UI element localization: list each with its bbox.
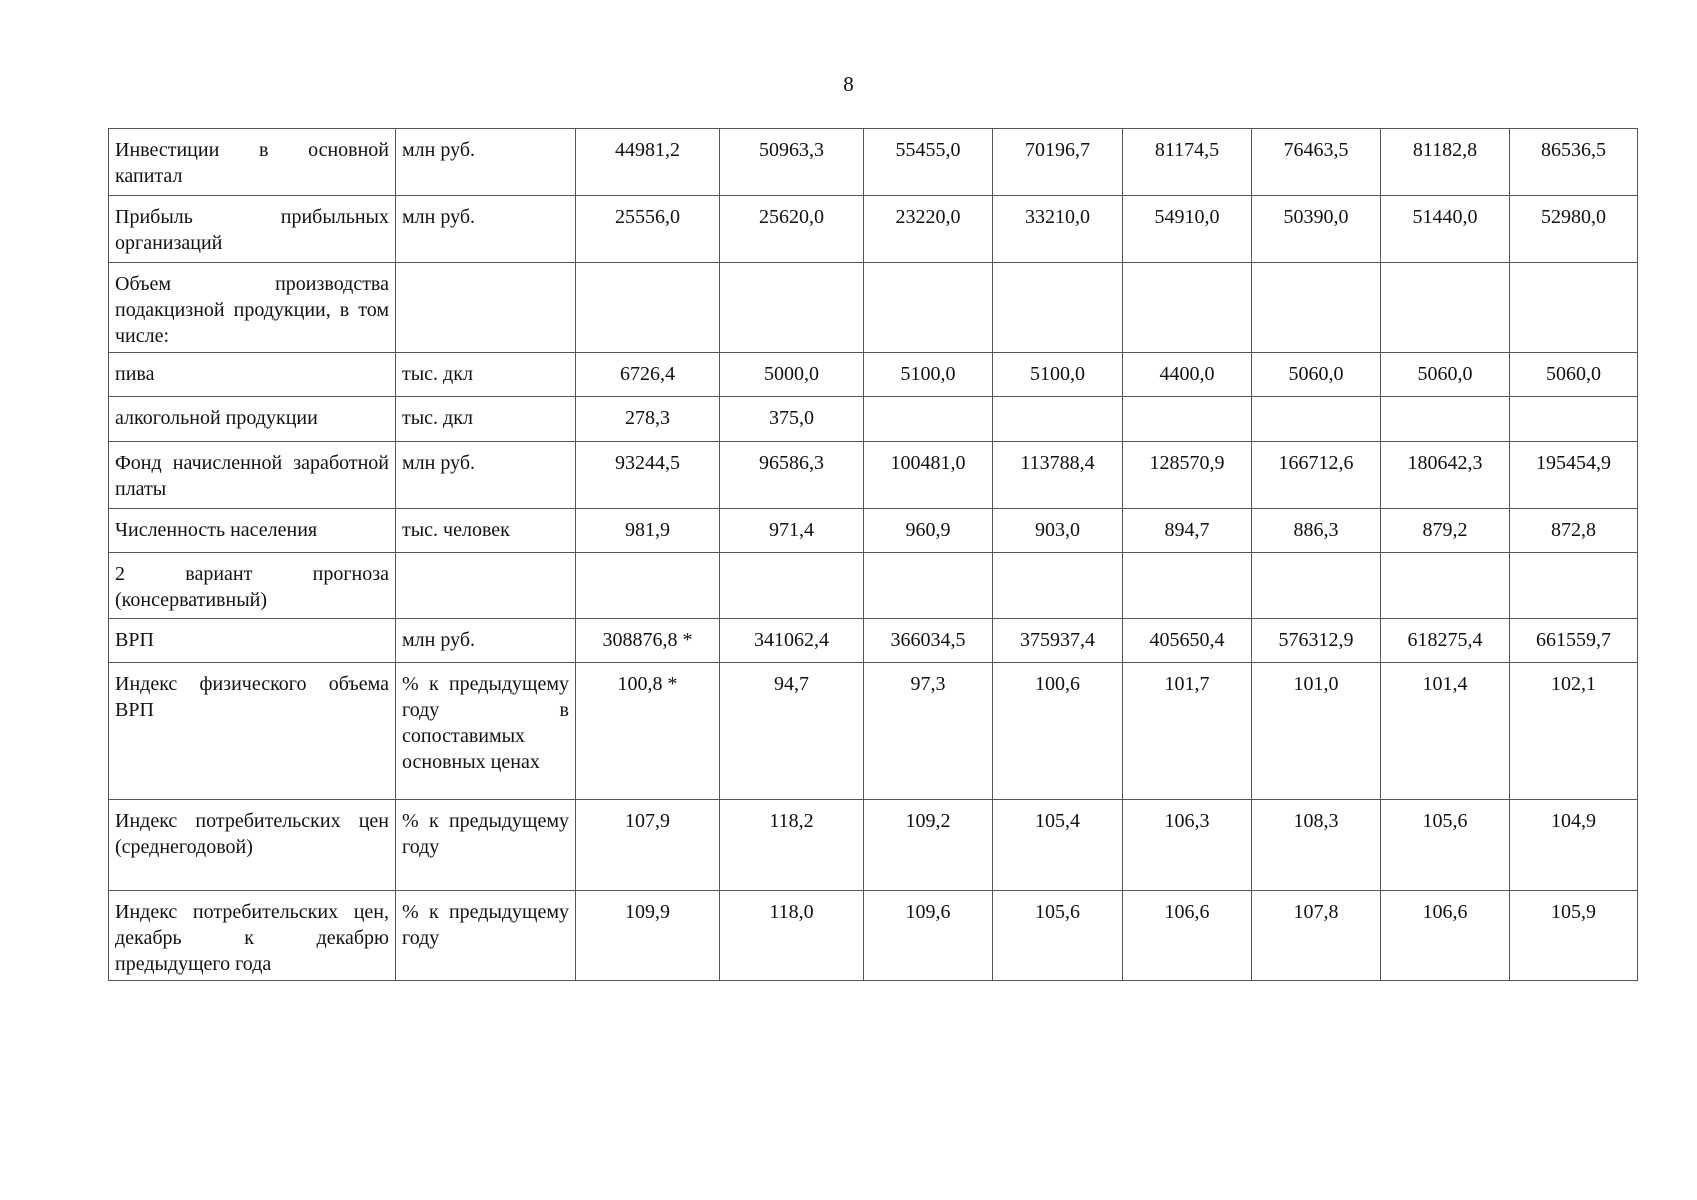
value-cell: 109,9 bbox=[576, 891, 720, 981]
unit-cell bbox=[396, 553, 576, 619]
value-cell: 366034,5 bbox=[864, 619, 993, 663]
value-cell: 971,4 bbox=[720, 509, 864, 553]
value-cell: 70196,7 bbox=[993, 129, 1123, 196]
value-cell: 105,6 bbox=[993, 891, 1123, 981]
value-cell: 52980,0 bbox=[1510, 196, 1638, 263]
value-cell: 44981,2 bbox=[576, 129, 720, 196]
value-cell: 375,0 bbox=[720, 397, 864, 442]
value-cell: 81182,8 bbox=[1381, 129, 1510, 196]
table-row bbox=[109, 442, 1638, 509]
indicator-name-cell: Индекс физического объема ВРП bbox=[109, 663, 396, 800]
value-cell bbox=[576, 553, 720, 619]
value-cell: 5060,0 bbox=[1252, 353, 1381, 397]
value-cell bbox=[1510, 553, 1638, 619]
unit-cell: % к предыдущему году в сопоставимых основных ценах bbox=[396, 663, 576, 800]
value-cell bbox=[720, 263, 864, 353]
value-cell bbox=[1381, 553, 1510, 619]
table-row bbox=[109, 353, 1638, 397]
unit-cell: млн руб. bbox=[396, 442, 576, 509]
value-cell: 341062,4 bbox=[720, 619, 864, 663]
value-cell: 886,3 bbox=[1252, 509, 1381, 553]
value-cell: 101,0 bbox=[1252, 663, 1381, 800]
table-row bbox=[109, 553, 1638, 619]
indicator-name-cell: Прибыль прибыльных организаций bbox=[109, 196, 396, 263]
value-cell bbox=[1252, 263, 1381, 353]
value-cell bbox=[1510, 397, 1638, 442]
value-cell: 25620,0 bbox=[720, 196, 864, 263]
indicator-name-cell: алкогольной продукции bbox=[109, 397, 396, 442]
value-cell: 102,1 bbox=[1510, 663, 1638, 800]
value-cell bbox=[1381, 263, 1510, 353]
value-cell: 405650,4 bbox=[1123, 619, 1252, 663]
unit-cell: млн руб. bbox=[396, 196, 576, 263]
value-cell bbox=[864, 553, 993, 619]
value-cell: 107,8 bbox=[1252, 891, 1381, 981]
unit-cell: тыс. человек bbox=[396, 509, 576, 553]
value-cell: 576312,9 bbox=[1252, 619, 1381, 663]
table-row bbox=[109, 663, 1638, 800]
table-row bbox=[109, 397, 1638, 442]
table-row bbox=[109, 263, 1638, 353]
unit-cell: % к предыдущему году bbox=[396, 891, 576, 981]
value-cell: 25556,0 bbox=[576, 196, 720, 263]
value-cell: 118,2 bbox=[720, 800, 864, 891]
value-cell: 128570,9 bbox=[1123, 442, 1252, 509]
value-cell bbox=[720, 553, 864, 619]
value-cell: 661559,7 bbox=[1510, 619, 1638, 663]
value-cell: 903,0 bbox=[993, 509, 1123, 553]
indicator-name-cell: Индекс потребительских цен (среднегодовой) bbox=[109, 800, 396, 891]
unit-cell: % к предыдущему году bbox=[396, 800, 576, 891]
indicator-name-cell: Инвестиции в основной капитал bbox=[109, 129, 396, 196]
value-cell: 105,9 bbox=[1510, 891, 1638, 981]
value-cell: 879,2 bbox=[1381, 509, 1510, 553]
unit-cell: млн руб. bbox=[396, 619, 576, 663]
value-cell: 106,3 bbox=[1123, 800, 1252, 891]
value-cell: 50963,3 bbox=[720, 129, 864, 196]
value-cell bbox=[1252, 397, 1381, 442]
value-cell bbox=[864, 263, 993, 353]
value-cell: 5060,0 bbox=[1381, 353, 1510, 397]
value-cell: 180642,3 bbox=[1381, 442, 1510, 509]
value-cell: 97,3 bbox=[864, 663, 993, 800]
value-cell: 107,9 bbox=[576, 800, 720, 891]
value-cell: 23220,0 bbox=[864, 196, 993, 263]
value-cell: 278,3 bbox=[576, 397, 720, 442]
page-number: 8 bbox=[843, 72, 854, 96]
table-row bbox=[109, 509, 1638, 553]
value-cell: 101,4 bbox=[1381, 663, 1510, 800]
value-cell: 981,9 bbox=[576, 509, 720, 553]
indicator-name-cell: пива bbox=[109, 353, 396, 397]
indicator-name-cell: Индекс потребительских цен, декабрь к декабрю предыдущего года bbox=[109, 891, 396, 981]
value-cell: 109,6 bbox=[864, 891, 993, 981]
value-cell: 960,9 bbox=[864, 509, 993, 553]
value-cell bbox=[1123, 553, 1252, 619]
value-cell: 54910,0 bbox=[1123, 196, 1252, 263]
value-cell: 5000,0 bbox=[720, 353, 864, 397]
value-cell: 101,7 bbox=[1123, 663, 1252, 800]
value-cell bbox=[1510, 263, 1638, 353]
value-cell: 113788,4 bbox=[993, 442, 1123, 509]
value-cell: 894,7 bbox=[1123, 509, 1252, 553]
value-cell: 872,8 bbox=[1510, 509, 1638, 553]
value-cell: 6726,4 bbox=[576, 353, 720, 397]
value-cell: 76463,5 bbox=[1252, 129, 1381, 196]
value-cell: 94,7 bbox=[720, 663, 864, 800]
table-row bbox=[109, 619, 1638, 663]
value-cell: 105,4 bbox=[993, 800, 1123, 891]
value-cell bbox=[993, 397, 1123, 442]
forecast-table bbox=[108, 128, 1638, 981]
indicator-name-cell: Объем производства подакцизной продукции, в том числе: bbox=[109, 263, 396, 353]
value-cell: 100,6 bbox=[993, 663, 1123, 800]
indicator-name-cell: 2 вариант прогноза (консервативный) bbox=[109, 553, 396, 619]
value-cell: 5100,0 bbox=[864, 353, 993, 397]
value-cell bbox=[993, 263, 1123, 353]
value-cell: 33210,0 bbox=[993, 196, 1123, 263]
value-cell bbox=[864, 397, 993, 442]
value-cell bbox=[993, 553, 1123, 619]
value-cell: 50390,0 bbox=[1252, 196, 1381, 263]
value-cell: 106,6 bbox=[1123, 891, 1252, 981]
value-cell: 55455,0 bbox=[864, 129, 993, 196]
table-row bbox=[109, 891, 1638, 981]
table-row bbox=[109, 800, 1638, 891]
value-cell bbox=[1252, 553, 1381, 619]
value-cell: 308876,8 * bbox=[576, 619, 720, 663]
unit-cell: тыс. дкл bbox=[396, 353, 576, 397]
value-cell: 86536,5 bbox=[1510, 129, 1638, 196]
value-cell bbox=[576, 263, 720, 353]
value-cell: 4400,0 bbox=[1123, 353, 1252, 397]
unit-cell: млн руб. bbox=[396, 129, 576, 196]
value-cell: 5060,0 bbox=[1510, 353, 1638, 397]
value-cell: 166712,6 bbox=[1252, 442, 1381, 509]
value-cell bbox=[1381, 397, 1510, 442]
value-cell: 108,3 bbox=[1252, 800, 1381, 891]
value-cell: 118,0 bbox=[720, 891, 864, 981]
value-cell: 618275,4 bbox=[1381, 619, 1510, 663]
value-cell: 100481,0 bbox=[864, 442, 993, 509]
value-cell bbox=[1123, 263, 1252, 353]
unit-cell bbox=[396, 263, 576, 353]
value-cell: 81174,5 bbox=[1123, 129, 1252, 196]
value-cell: 5100,0 bbox=[993, 353, 1123, 397]
value-cell bbox=[1123, 397, 1252, 442]
indicator-name-cell: ВРП bbox=[109, 619, 396, 663]
value-cell: 106,6 bbox=[1381, 891, 1510, 981]
value-cell: 96586,3 bbox=[720, 442, 864, 509]
table-row bbox=[109, 196, 1638, 263]
table-body bbox=[109, 129, 1638, 981]
value-cell: 51440,0 bbox=[1381, 196, 1510, 263]
value-cell: 109,2 bbox=[864, 800, 993, 891]
value-cell: 105,6 bbox=[1381, 800, 1510, 891]
value-cell: 93244,5 bbox=[576, 442, 720, 509]
value-cell: 104,9 bbox=[1510, 800, 1638, 891]
indicator-name-cell: Фонд начисленной заработной платы bbox=[109, 442, 396, 509]
value-cell: 100,8 * bbox=[576, 663, 720, 800]
table-row bbox=[109, 129, 1638, 196]
value-cell: 195454,9 bbox=[1510, 442, 1638, 509]
unit-cell: тыс. дкл bbox=[396, 397, 576, 442]
value-cell: 375937,4 bbox=[993, 619, 1123, 663]
indicator-name-cell: Численность населения bbox=[109, 509, 396, 553]
